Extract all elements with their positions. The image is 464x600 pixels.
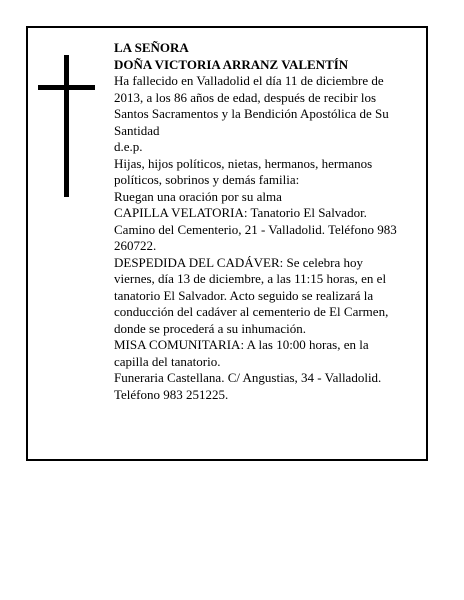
dep-text: d.e.p. bbox=[114, 139, 143, 154]
chapel-info: CAPILLA VELATORIA: Tanatorio El Salvador. Camino del Cementerio, 21 - Valladolid. Teléfono 983 260722. bbox=[114, 205, 397, 253]
family-list: Hijas, hijos políticos, nietas, hermanos, hermanos políticos, sobrinos y demás familia: bbox=[114, 155, 373, 187]
obituary-text bbox=[114, 40, 406, 403]
farewell-info: DESPEDIDA DEL CADÁVER: Se celebra hoy viernes, día 13 de diciembre, a las 11:15 horas, en el tanatorio El Salvador. Acto seguido se realizará la conducción del cadáver al cementerio de El Carmen, donde se procederá a su inhumación. bbox=[114, 254, 389, 336]
deceased-name: DOÑA VICTORIA ARRANZ VALENTÍN bbox=[114, 56, 349, 72]
cross-icon bbox=[64, 55, 69, 197]
mass-info: MISA COMUNITARIA: A las 10:00 horas, en la capilla del tanatorio. bbox=[114, 337, 369, 369]
funeral-home-info: Funeraria Castellana. C/ Angustias, 34 - Valladolid. Teléfono 983 251225. bbox=[114, 370, 382, 402]
notice-heading: LA SEÑORA bbox=[114, 40, 189, 55]
prayer-request: Ruegan una oración por su alma bbox=[114, 188, 282, 204]
cross-icon-crossbar bbox=[38, 85, 95, 90]
death-announcement: Ha fallecido en Valladolid el día 11 de diciembre de 2013, a los 86 años de edad, después de recibir los Santos Sacramentos y la Bendición Apostólica de Su Santidad bbox=[114, 73, 389, 138]
